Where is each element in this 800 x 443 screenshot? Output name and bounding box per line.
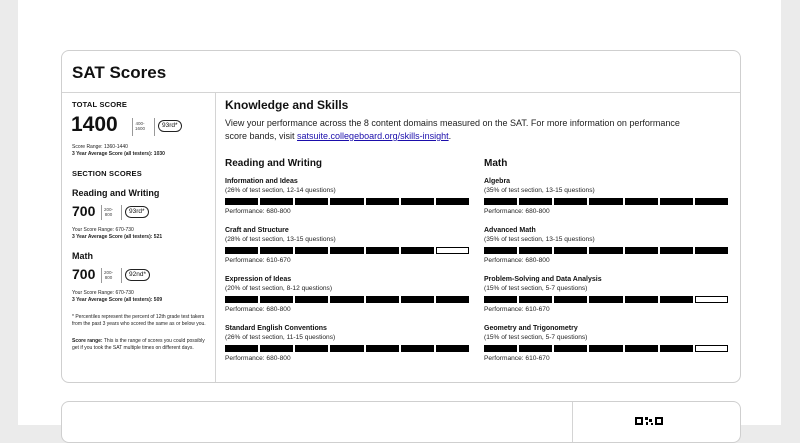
bar-segment xyxy=(695,345,728,352)
performance-bar xyxy=(484,247,728,254)
domain-item xyxy=(225,275,470,324)
total-score-scale: 400- 1600 xyxy=(135,121,146,131)
performance-band: Performance: 610-670 xyxy=(225,257,291,264)
domain-item xyxy=(484,275,729,324)
domain-weight: (15% of test section, 5-7 questions) xyxy=(484,285,588,292)
domain-weight: (35% of test section, 13-15 questions) xyxy=(484,187,595,194)
bar-segment xyxy=(295,198,328,205)
bar-segment xyxy=(225,198,258,205)
domain-item xyxy=(484,226,729,275)
performance-band: Performance: 680-800 xyxy=(484,257,550,264)
bar-segment xyxy=(625,198,658,205)
bar-segment xyxy=(330,296,363,303)
math-score-range: Your Score Range: 670-730 xyxy=(72,290,134,296)
math-avg-score: 3 Year Average Score (all testers): 509 xyxy=(72,297,163,303)
bar-segment xyxy=(554,198,587,205)
domain-name: Expression of Ideas xyxy=(225,276,292,283)
knowledge-skills-panel xyxy=(216,93,740,382)
total-percentile-badge: 93rd* xyxy=(158,120,182,132)
bar-segment xyxy=(225,345,258,352)
bar-segment xyxy=(519,198,552,205)
kas-description: View your performance across the 8 content domains measured on the SAT. For more information on performance score bands, visit satsuite.collegeboard.org/skills-insight. xyxy=(225,118,680,141)
domain-item xyxy=(225,177,470,226)
score-summary-panel xyxy=(62,93,216,382)
bar-segment xyxy=(401,345,434,352)
performance-band: Performance: 680-800 xyxy=(484,208,550,215)
bar-segment xyxy=(330,345,363,352)
domain-weight: (28% of test section, 13-15 questions) xyxy=(225,236,336,243)
divider xyxy=(101,205,102,220)
bar-segment xyxy=(660,296,693,303)
domain-name: Algebra xyxy=(484,178,511,185)
bar-segment xyxy=(484,198,517,205)
bar-segment xyxy=(366,247,399,254)
rw-section-score: 700 xyxy=(72,203,96,219)
bar-segment xyxy=(484,296,517,303)
performance-bar xyxy=(225,247,469,254)
section-scores-label: SECTION SCORES xyxy=(72,169,142,178)
performance-band: Performance: 610-670 xyxy=(484,355,550,362)
domain-weight: (26% of test section, 12-14 questions) xyxy=(225,187,336,194)
bar-segment xyxy=(436,198,469,205)
bar-segment xyxy=(484,247,517,254)
bar-segment xyxy=(260,247,293,254)
domain-weight: (26% of test section, 11-15 questions) xyxy=(225,334,336,341)
bar-segment xyxy=(260,345,293,352)
bar-segment xyxy=(554,345,587,352)
bar-segment xyxy=(366,198,399,205)
bar-segment xyxy=(401,296,434,303)
divider xyxy=(101,268,102,283)
domain-weight: (15% of test section, 5-7 questions) xyxy=(484,334,588,341)
bar-segment xyxy=(436,247,469,254)
bar-segment xyxy=(589,345,622,352)
percentile-footnote: * Percentiles represent the percent of 12th grade test takers from the past 3 years who scored the same as or below you. xyxy=(72,314,206,327)
performance-bar xyxy=(484,296,728,303)
qr-code-icon xyxy=(635,417,663,427)
bar-segment xyxy=(401,198,434,205)
domain-item xyxy=(484,324,729,373)
bar-segment xyxy=(436,345,469,352)
bar-segment xyxy=(625,247,658,254)
rw-score-scale: 200- 800 xyxy=(104,207,114,217)
performance-bar xyxy=(225,345,469,352)
bar-segment xyxy=(260,198,293,205)
performance-bar xyxy=(225,198,469,205)
bar-segment xyxy=(295,296,328,303)
math-percentile-badge: 92nd* xyxy=(125,269,150,281)
bar-segment xyxy=(695,247,728,254)
bar-segment xyxy=(660,198,693,205)
bar-segment xyxy=(519,345,552,352)
performance-band: Performance: 610-670 xyxy=(484,306,550,313)
card-title: SAT Scores xyxy=(72,63,167,82)
bar-segment xyxy=(260,296,293,303)
rw-score-range: Your Score Range: 670-730 xyxy=(72,227,134,233)
kas-title: Knowledge and Skills xyxy=(225,98,349,112)
math-section-name: Math xyxy=(72,251,93,261)
divider xyxy=(121,205,122,220)
performance-band: Performance: 680-800 xyxy=(225,355,291,362)
performance-bar xyxy=(484,198,728,205)
report-page xyxy=(18,0,781,425)
performance-bar xyxy=(225,296,469,303)
bar-segment xyxy=(519,296,552,303)
divider xyxy=(572,402,573,442)
performance-band: Performance: 680-800 xyxy=(225,306,291,313)
domain-name: Advanced Math xyxy=(484,227,536,234)
domain-name: Geometry and Trigonometry xyxy=(484,325,578,332)
domain-name: Problem-Solving and Data Analysis xyxy=(484,276,602,283)
column-heading: Reading and Writing xyxy=(225,158,323,169)
rw-avg-score: 3 Year Average Score (all testers): 521 xyxy=(72,234,163,240)
score-range-note: Score range: This is the range of scores you could possibly get if you took the SAT multiple times on different days. xyxy=(72,338,205,351)
bar-segment xyxy=(401,247,434,254)
bar-segment xyxy=(330,247,363,254)
domain-weight: (20% of test section, 8-12 questions) xyxy=(225,285,333,292)
domain-name: Craft and Structure xyxy=(225,227,289,234)
sat-scores-card xyxy=(61,50,741,383)
domain-name: Standard English Conventions xyxy=(225,325,327,332)
bar-segment xyxy=(295,247,328,254)
rw-domains-column xyxy=(225,158,470,373)
next-card xyxy=(61,401,741,443)
math-score-scale: 200- 800 xyxy=(104,270,114,280)
bar-segment xyxy=(695,198,728,205)
total-score-range: Score Range: 1360-1440 xyxy=(72,144,128,150)
total-score-value: 1400 xyxy=(71,113,118,136)
bar-segment xyxy=(695,296,728,303)
bar-segment xyxy=(295,345,328,352)
bar-segment xyxy=(589,247,622,254)
bar-segment xyxy=(625,345,658,352)
domain-name: Information and Ideas xyxy=(225,178,298,185)
divider xyxy=(132,118,133,136)
divider xyxy=(154,118,155,136)
bar-segment xyxy=(589,198,622,205)
math-section-score: 700 xyxy=(72,266,96,282)
domain-item xyxy=(225,226,470,275)
bar-segment xyxy=(330,198,363,205)
bar-segment xyxy=(484,345,517,352)
bar-segment xyxy=(366,345,399,352)
bar-segment xyxy=(436,296,469,303)
column-heading: Math xyxy=(484,158,508,169)
bar-segment xyxy=(225,296,258,303)
bar-segment xyxy=(554,247,587,254)
domain-weight: (35% of test section, 13-15 questions) xyxy=(484,236,595,243)
total-avg-score: 3 Year Average Score (all testers): 1030 xyxy=(72,151,165,157)
performance-band: Performance: 680-800 xyxy=(225,208,291,215)
math-domains-column xyxy=(484,158,729,373)
bar-segment xyxy=(589,296,622,303)
bar-segment xyxy=(519,247,552,254)
skills-insight-link[interactable]: satsuite.collegeboard.org/skills-insight xyxy=(297,131,449,141)
rw-section-name: Reading and Writing xyxy=(72,188,160,198)
bar-segment xyxy=(366,296,399,303)
total-score-label: TOTAL SCORE xyxy=(72,100,128,109)
bar-segment xyxy=(554,296,587,303)
bar-segment xyxy=(225,247,258,254)
bar-segment xyxy=(625,296,658,303)
domain-item xyxy=(484,177,729,226)
domain-item xyxy=(225,324,470,373)
bar-segment xyxy=(660,247,693,254)
divider xyxy=(121,268,122,283)
bar-segment xyxy=(660,345,693,352)
performance-bar xyxy=(484,345,728,352)
rw-percentile-badge: 93rd* xyxy=(125,206,149,218)
